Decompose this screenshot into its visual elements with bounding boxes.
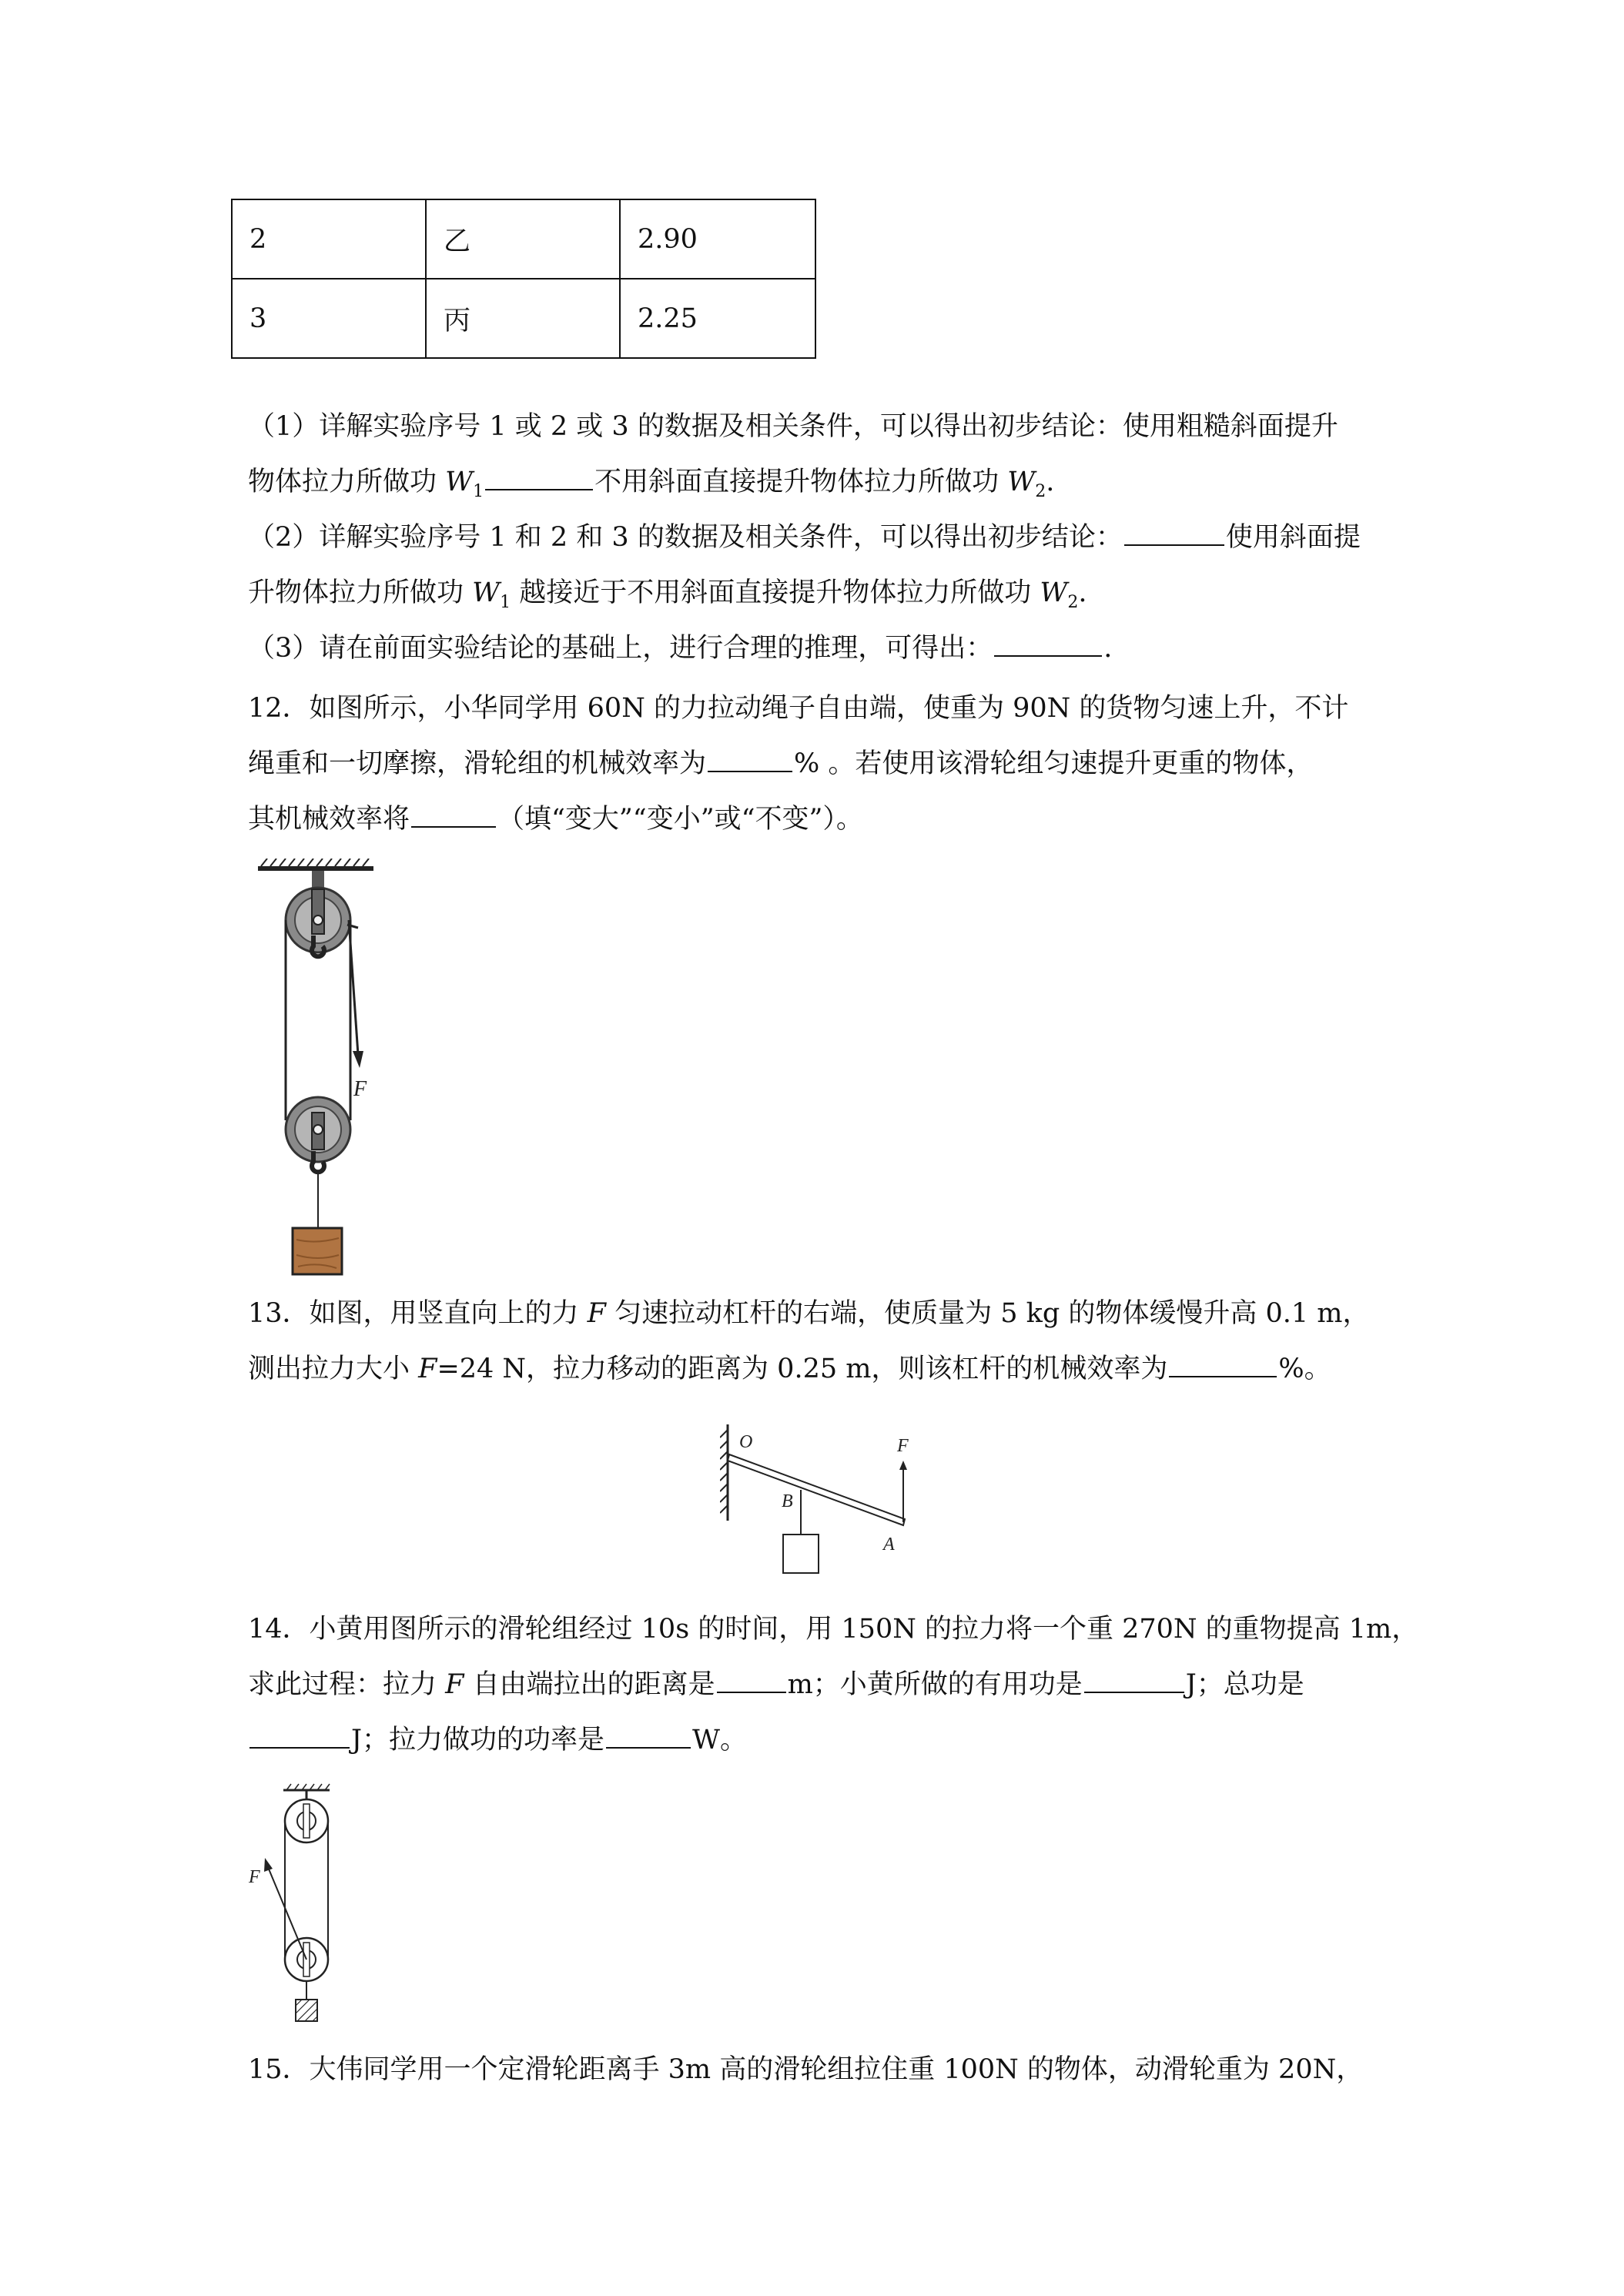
symbol-f: F xyxy=(445,1669,464,1700)
text: =24 N，拉力移动的距离为 0.25 m，则该杠杆的机械效率为 xyxy=(437,1354,1168,1384)
subscript: 2 xyxy=(1067,593,1079,612)
q14-line3 xyxy=(248,1712,1388,1768)
answer-blank[interactable] xyxy=(485,466,593,490)
text: . xyxy=(1103,633,1113,664)
rope-free-end xyxy=(268,1867,306,1960)
answer-blank[interactable] xyxy=(717,1668,786,1693)
text: （3）请在前面实验结论的基础上，进行合理的推理，可得出： xyxy=(248,633,993,664)
force-label: F xyxy=(897,1436,909,1456)
text: （1）详解实验序号 1 或 2 或 3 的数据及相关条件，可以得出初步结论：使用粗糙斜面提升 xyxy=(248,411,1338,442)
text: . xyxy=(1046,467,1055,497)
table-row xyxy=(232,199,815,279)
table-cell: 乙 xyxy=(426,199,620,279)
symbol-w: W xyxy=(1007,467,1036,497)
subscript: 1 xyxy=(500,593,511,612)
q12-line2 xyxy=(248,736,1388,792)
lever-figure-q13 xyxy=(720,1421,920,1586)
symbol-w: W xyxy=(445,467,474,497)
answer-blank[interactable] xyxy=(249,1724,350,1749)
text: 物体拉力所做功 xyxy=(248,467,446,497)
text: 14．小黄用图所示的滑轮组经过 10s 的时间，用 150N 的拉力将一个重 270N 的重物提高 1m， xyxy=(248,1614,1419,1645)
text: . xyxy=(1078,577,1087,608)
table-cell: 2 xyxy=(232,199,426,279)
answer-blank[interactable] xyxy=(1084,1668,1184,1693)
text: 自由端拉出的距离是 xyxy=(464,1669,715,1700)
point-o-label: O xyxy=(739,1432,753,1452)
q13-line1 xyxy=(248,1286,1388,1341)
text: 越接近于不用斜面直接提升物体拉力所做功 xyxy=(511,577,1040,608)
text: 12．如图所示，小华同学用 60N 的力拉动绳子自由端，使重为 90N 的货物匀速上升，不计 xyxy=(248,693,1349,724)
answer-blank[interactable] xyxy=(994,632,1102,657)
table-cell: 3 xyxy=(232,279,426,358)
symbol-w: W xyxy=(472,577,501,608)
q14-line1 xyxy=(248,1602,1419,1657)
arrow-head xyxy=(899,1461,907,1470)
answer-blank[interactable] xyxy=(606,1724,691,1749)
arrow-head xyxy=(264,1858,273,1872)
text: （填“变大”“变小”或“不变”）。 xyxy=(497,804,863,835)
q13-line2 xyxy=(248,1341,1388,1397)
subscript: 2 xyxy=(1035,482,1046,501)
subscript: 1 xyxy=(473,482,484,501)
text: % 。若使用该滑轮组匀速提升更重的物体， xyxy=(794,748,1314,779)
answer-blank[interactable] xyxy=(1124,521,1224,546)
text: 求此过程：拉力 xyxy=(248,1669,446,1700)
q14-line2 xyxy=(248,1657,1388,1712)
table-cell: 丙 xyxy=(426,279,620,358)
ceiling xyxy=(258,866,373,871)
text: 不用斜面直接提升物体拉力所做功 xyxy=(594,467,1008,497)
pulley-axle xyxy=(313,1125,323,1134)
ceiling-hatch xyxy=(261,858,369,866)
text: 升物体拉力所做功 xyxy=(248,577,473,608)
text: 绳重和一切摩擦，滑轮组的机械效率为 xyxy=(248,748,707,779)
table-cell: 2.25 xyxy=(620,279,815,358)
text: 15．大伟同学用一个定滑轮距离手 3m 高的滑轮组拉住重 100N 的物体，动滑轮重为 20N， xyxy=(248,2054,1364,2085)
pulley-frame xyxy=(303,1804,310,1838)
experiment-table xyxy=(231,199,816,359)
pulley-figure-q14 xyxy=(245,1782,360,2029)
q12-line3 xyxy=(248,792,1388,847)
q11-part3 xyxy=(248,621,1388,676)
answer-blank[interactable] xyxy=(1169,1353,1277,1377)
text: W。 xyxy=(692,1725,748,1755)
pulley-figure-q12 xyxy=(250,858,397,1282)
pulley-frame xyxy=(312,889,324,934)
symbol-f: F xyxy=(418,1354,437,1384)
text: 13．如图，用竖直向上的力 xyxy=(248,1298,588,1329)
table-cell: 2.90 xyxy=(620,199,815,279)
table-row xyxy=(232,279,815,358)
text: 其机械效率将 xyxy=(248,804,410,835)
arrow-head xyxy=(353,1051,363,1068)
text: J；拉力做功的功率是 xyxy=(351,1725,605,1755)
q12-line1 xyxy=(248,681,1388,736)
weight-block xyxy=(783,1535,819,1573)
text: 测出拉力大小 xyxy=(248,1354,419,1384)
force-label: F xyxy=(249,1867,260,1887)
lever-bar xyxy=(728,1454,905,1525)
point-b-label: B xyxy=(782,1491,793,1511)
q15-line1 xyxy=(248,2042,1388,2097)
symbol-w: W xyxy=(1040,577,1068,608)
text: m；小黄所做的有用功是 xyxy=(787,1669,1083,1700)
symbol-f: F xyxy=(587,1298,606,1329)
force-label: F xyxy=(353,1077,367,1101)
point-a-label: A xyxy=(883,1535,895,1555)
q11-part1-line1 xyxy=(248,399,1388,454)
q11-part2-line1 xyxy=(248,510,1388,565)
pulley-axle xyxy=(313,915,323,925)
text: %。 xyxy=(1278,1354,1331,1384)
text: 匀速拉动杠杆的右端，使质量为 5 kg 的物体缓慢升高 0.1 m， xyxy=(605,1298,1370,1329)
text: 使用斜面提 xyxy=(1225,522,1361,553)
answer-blank[interactable] xyxy=(411,803,496,828)
text: J；总功是 xyxy=(1185,1669,1304,1700)
answer-blank[interactable] xyxy=(708,748,792,772)
text: （2）详解实验序号 1 和 2 和 3 的数据及相关条件，可以得出初步结论： xyxy=(248,522,1123,553)
